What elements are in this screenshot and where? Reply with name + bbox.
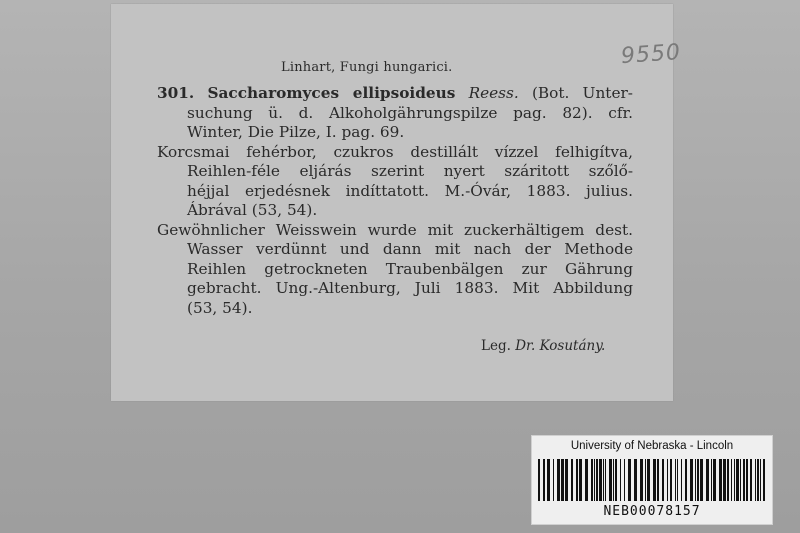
barcode-bar xyxy=(634,459,637,501)
barcode-bar xyxy=(706,459,709,501)
entry-first-line xyxy=(157,84,633,104)
species-author: Reess. xyxy=(468,84,519,102)
hungarian-line-4: Ábrával (53, 54). xyxy=(187,201,318,219)
barcode-bar xyxy=(609,459,612,501)
barcode-bar xyxy=(647,459,650,501)
barcode-bar xyxy=(743,459,745,501)
label-body xyxy=(157,84,633,318)
barcode-bar xyxy=(547,459,550,501)
barcode-bar xyxy=(677,459,678,501)
barcode-bar xyxy=(731,459,732,501)
barcode-bar xyxy=(734,459,735,501)
reference-line-1: (Bot. Unter- xyxy=(531,84,633,102)
hungarian-line-2: Reihlen-féle eljárás szerint nyert száritott szőlő- xyxy=(187,162,633,180)
species-name: Saccharomyces ellipsoideus xyxy=(207,84,456,102)
barcode-bar xyxy=(620,459,621,501)
barcode-bar xyxy=(653,459,656,501)
barcode-bar xyxy=(685,459,687,501)
barcode-bar xyxy=(615,459,617,501)
barcode-bar xyxy=(746,459,748,501)
reference-line-2: suchung ü. d. Alkoholgährungspilze pag. 82). cfr. xyxy=(187,103,633,122)
barcode-bar xyxy=(553,459,554,501)
barcode-bar xyxy=(740,459,741,501)
barcode-bar xyxy=(594,459,595,501)
barcode-bar xyxy=(603,459,604,501)
german-line-4: gebracht. Ung.-Altenburg, Juli 1883. Mit Abbildung xyxy=(187,279,633,297)
barcode-bar xyxy=(657,459,659,501)
barcode-bar xyxy=(675,459,676,501)
german-line-5: (53, 54). xyxy=(187,298,253,317)
barcode-bar xyxy=(571,459,573,501)
barcode-bar xyxy=(538,459,540,501)
barcode-bar xyxy=(719,459,722,501)
barcode-number: NEB00078157 xyxy=(603,504,701,519)
barcode-bar xyxy=(565,459,568,501)
barcode-bar xyxy=(695,459,696,501)
barcode-bar xyxy=(591,459,593,501)
barcode-bar xyxy=(697,459,699,501)
institution-name: University of Nebraska - Lincoln xyxy=(570,440,734,452)
barcode-bar xyxy=(576,459,578,501)
barcode-bar xyxy=(605,459,606,501)
barcode-bar xyxy=(723,459,726,501)
barcode-bar xyxy=(757,459,759,501)
barcode-bar xyxy=(750,459,752,501)
barcode-bar xyxy=(662,459,664,501)
hungarian-line-1: Korcsmai fehérbor, czukros destillált vízzel felhigítva, xyxy=(157,142,633,161)
barcode-bar xyxy=(667,459,668,501)
barcode-bar xyxy=(700,459,703,501)
barcode-bar xyxy=(579,459,582,501)
barcode-bar xyxy=(557,459,560,501)
barcode-bar xyxy=(613,459,614,501)
barcode-bar xyxy=(599,459,602,501)
barcode-bar xyxy=(763,459,765,501)
hungarian-line-3: héjjal erjedésnek indíttatott. M.-Óvár, 1883. julius. xyxy=(187,181,633,200)
barcode-bar xyxy=(585,459,588,501)
label-header: Linhart, Fungi hungarici. xyxy=(281,60,453,75)
german-line-3: Reihlen getrockneten Traubenbälgen zur Gährung xyxy=(187,259,633,278)
barcode-bar xyxy=(760,459,761,501)
barcode-bar xyxy=(736,459,739,501)
barcode-bar xyxy=(596,459,598,501)
entry-number: 301. xyxy=(157,84,195,102)
barcode-label xyxy=(531,435,773,525)
barcode-bar xyxy=(543,459,545,501)
german-line-1: Gewöhnlicher Weisswein wurde mit zuckerhältigem dest. xyxy=(157,220,633,239)
barcode-bar xyxy=(624,459,625,501)
barcode-bar xyxy=(727,459,729,501)
specimen-label xyxy=(111,4,682,401)
collector-line xyxy=(481,338,605,354)
german-line-2: Wasser verdünnt und dann mit nach der Methode xyxy=(187,240,633,258)
barcode-bar xyxy=(711,459,712,501)
barcode-bar xyxy=(681,459,682,501)
handwritten-number: 9550 xyxy=(620,39,682,70)
collector-name: Dr. Kosutány. xyxy=(515,338,606,354)
barcode-bar xyxy=(670,459,672,501)
barcode-bar xyxy=(628,459,631,501)
barcode-bar xyxy=(640,459,643,501)
barcode-bar xyxy=(561,459,564,501)
barcode-graphic xyxy=(538,459,766,501)
collector-prefix: Leg. xyxy=(481,338,511,354)
barcode-bar xyxy=(713,459,716,501)
reference-line-3: Winter, Die Pilze, I. pag. 69. xyxy=(187,123,405,141)
barcode-bar xyxy=(755,459,756,501)
barcode-bar xyxy=(645,459,646,501)
barcode-bar xyxy=(690,459,693,501)
